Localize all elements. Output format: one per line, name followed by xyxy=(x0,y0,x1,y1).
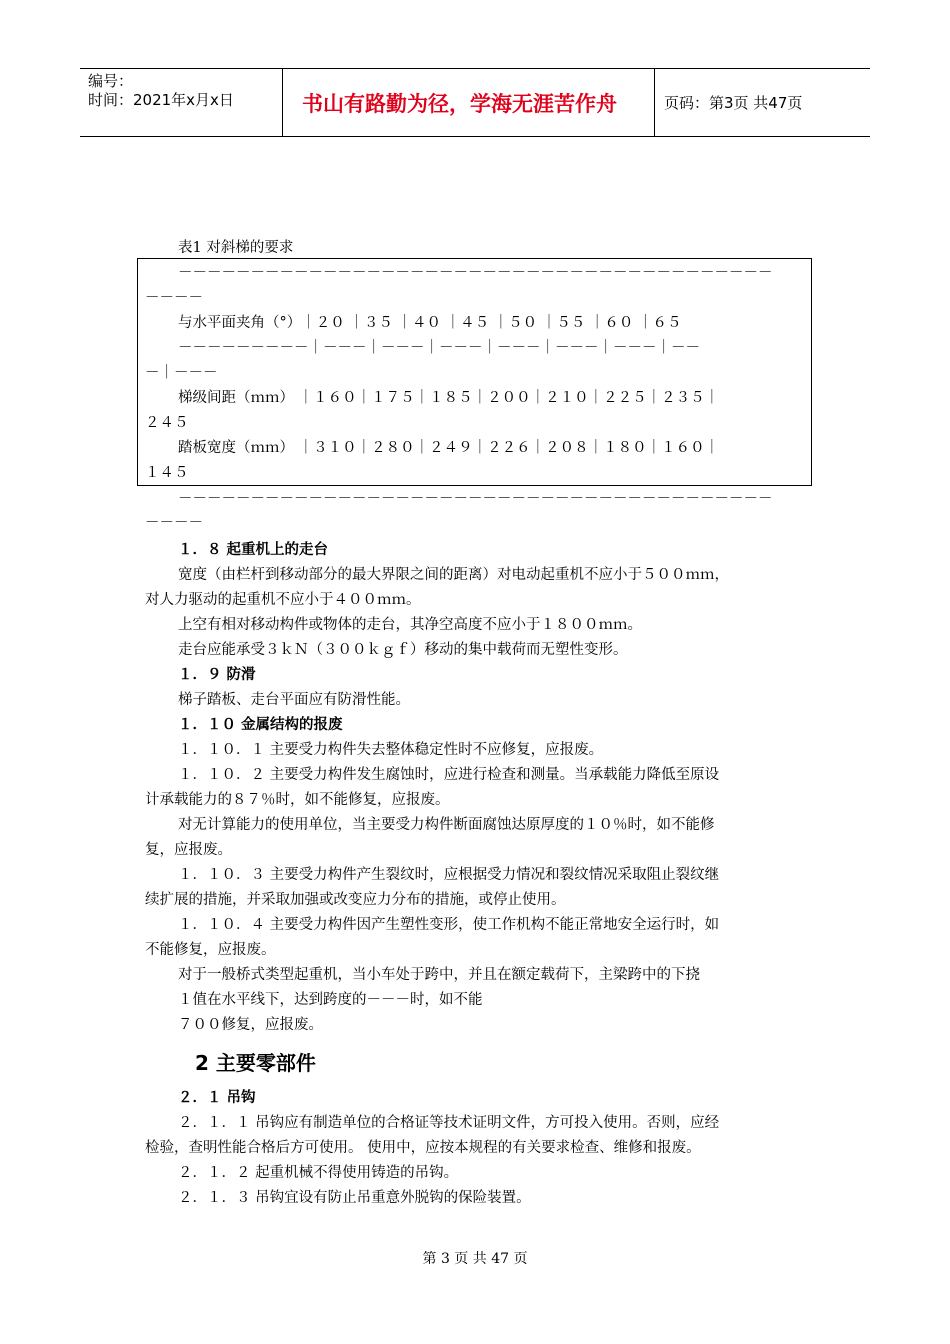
paragraph-line: １．１０．２ 主要受力构件发生腐蚀时，应进行检查和测量。当承载能力降低至原设 xyxy=(178,767,720,783)
table-row-tread-width-cont: １４５ xyxy=(145,465,189,481)
paragraph-line: ７００修复，应报废。 xyxy=(178,1017,323,1033)
table-row-step-spacing-cont: ２４５ xyxy=(145,415,189,431)
section-heading: ２．１ 吊钩 xyxy=(178,1090,256,1106)
paragraph-line: 计承载能力的８７％时，如不能修复，应报废。 xyxy=(145,792,450,808)
paragraph-line: 宽度（由栏杆到移动部分的最大界限之间的距离）对电动起重机不应小于５００ｍｍ， xyxy=(178,567,729,583)
page-footer: 第 3 页 共 47 页 xyxy=(422,1251,528,1267)
paragraph-line: 对人力驱动的起重机不应小于４００ｍｍ。 xyxy=(145,592,421,608)
table-line: －－－－－－－－－－－－－－－－－－－－－－－－－－－－－－－－－－－－－－－－－ xyxy=(178,491,773,507)
table-row-tread-width: 踏板宽度（ｍｍ） ｜３１０｜２８０｜２４９｜２２６｜２０８｜１８０｜１６０｜ xyxy=(178,440,720,456)
section-heading: １．１０ 金属结构的报废 xyxy=(178,717,343,733)
paragraph-line: 续扩展的措施，并采取加强或改变应力分布的措施，或停止使用。 xyxy=(145,892,566,908)
paragraph-line: １．１０．３ 主要受力构件产生裂纹时，应根据受力情况和裂纹情况采取阻止裂纹继 xyxy=(178,867,720,883)
header-page-label: 页码：第3页 共47页 xyxy=(664,94,803,112)
header-bottom-rule xyxy=(80,136,870,137)
header-divider-right xyxy=(654,68,655,136)
paragraph-line: 不能修复，应报废。 xyxy=(145,942,276,958)
paragraph-line: 对于一般桥式类型起重机，当小车处于跨中，并且在额定载荷下，主梁跨中的下挠 xyxy=(178,967,700,983)
paragraph-line: ２．１．３ 吊钩宜设有防止吊重意外脱钩的保险装置。 xyxy=(178,1190,531,1206)
table-line: －－－－ xyxy=(145,515,203,531)
table-line: －－－－－－－－－｜－－－｜－－－｜－－－｜－－－｜－－－｜－－－｜－－ xyxy=(178,340,700,356)
paragraph-line: １．１０．１ 主要受力构件失去整体稳定性时不应修复，应报废。 xyxy=(178,742,604,758)
paragraph-line: 上空有相对移动构件或物体的走台，其净空高度不应小于１８００ｍｍ。 xyxy=(178,617,642,633)
table-line: －｜－－－ xyxy=(145,365,218,381)
paragraph-line: １值在水平线下，达到跨度的－－－时，如不能 xyxy=(178,992,483,1008)
paragraph-line: ２．１．２ 起重机械不得使用铸造的吊钩。 xyxy=(178,1165,459,1181)
header-time-label: 时间：2021年x月x日 xyxy=(88,91,234,109)
header-motto: 书山有路勤为径，学海无涯苦作舟 xyxy=(302,92,617,116)
paragraph-line: 走台应能承受３ｋＮ（３００ｋｇｆ）移动的集中载荷而无塑性变形。 xyxy=(178,642,628,658)
table-caption: 表1 对斜梯的要求 xyxy=(178,240,294,256)
table-row-step-spacing: 梯级间距（ｍｍ） ｜１６０｜１７５｜１８５｜２００｜２１０｜２２５｜２３５｜ xyxy=(178,390,720,406)
chapter-heading: 2 主要零部件 xyxy=(195,1051,316,1075)
table-row-angle: 与水平面夹角（°）｜２０ ｜３５ ｜４０ ｜４５ ｜５０ ｜５５ ｜６０ ｜６５ xyxy=(178,315,682,331)
table-line: －－－－－－－－－－－－－－－－－－－－－－－－－－－－－－－－－－－－－－－－－ xyxy=(178,265,773,281)
header-divider-left xyxy=(282,68,283,136)
header-top-rule xyxy=(80,68,870,69)
section-heading: １．９ 防滑 xyxy=(178,667,256,683)
paragraph-line: 对无计算能力的使用单位，当主要受力构件断面腐蚀达原厚度的１０％时，如不能修 xyxy=(178,817,715,833)
paragraph-line: ２．１．１ 吊钩应有制造单位的合格证等技术证明文件，方可投入使用。否则，应经 xyxy=(178,1115,720,1131)
paragraph-line: 复，应报废。 xyxy=(145,842,232,858)
section-heading: １．８ 起重机上的走台 xyxy=(178,542,329,558)
header-number-label: 编号： xyxy=(88,72,134,90)
table-line: －－－－ xyxy=(145,290,203,306)
paragraph-line: １．１０．４ 主要受力构件因产生塑性变形，使工作机构不能正常地安全运行时，如 xyxy=(178,917,720,933)
paragraph-line: 梯子踏板、走台平面应有防滑性能。 xyxy=(178,692,410,708)
paragraph-line: 检验，查明性能合格后方可使用。 使用中，应按本规程的有关要求检查、维修和报废。 xyxy=(145,1140,701,1156)
